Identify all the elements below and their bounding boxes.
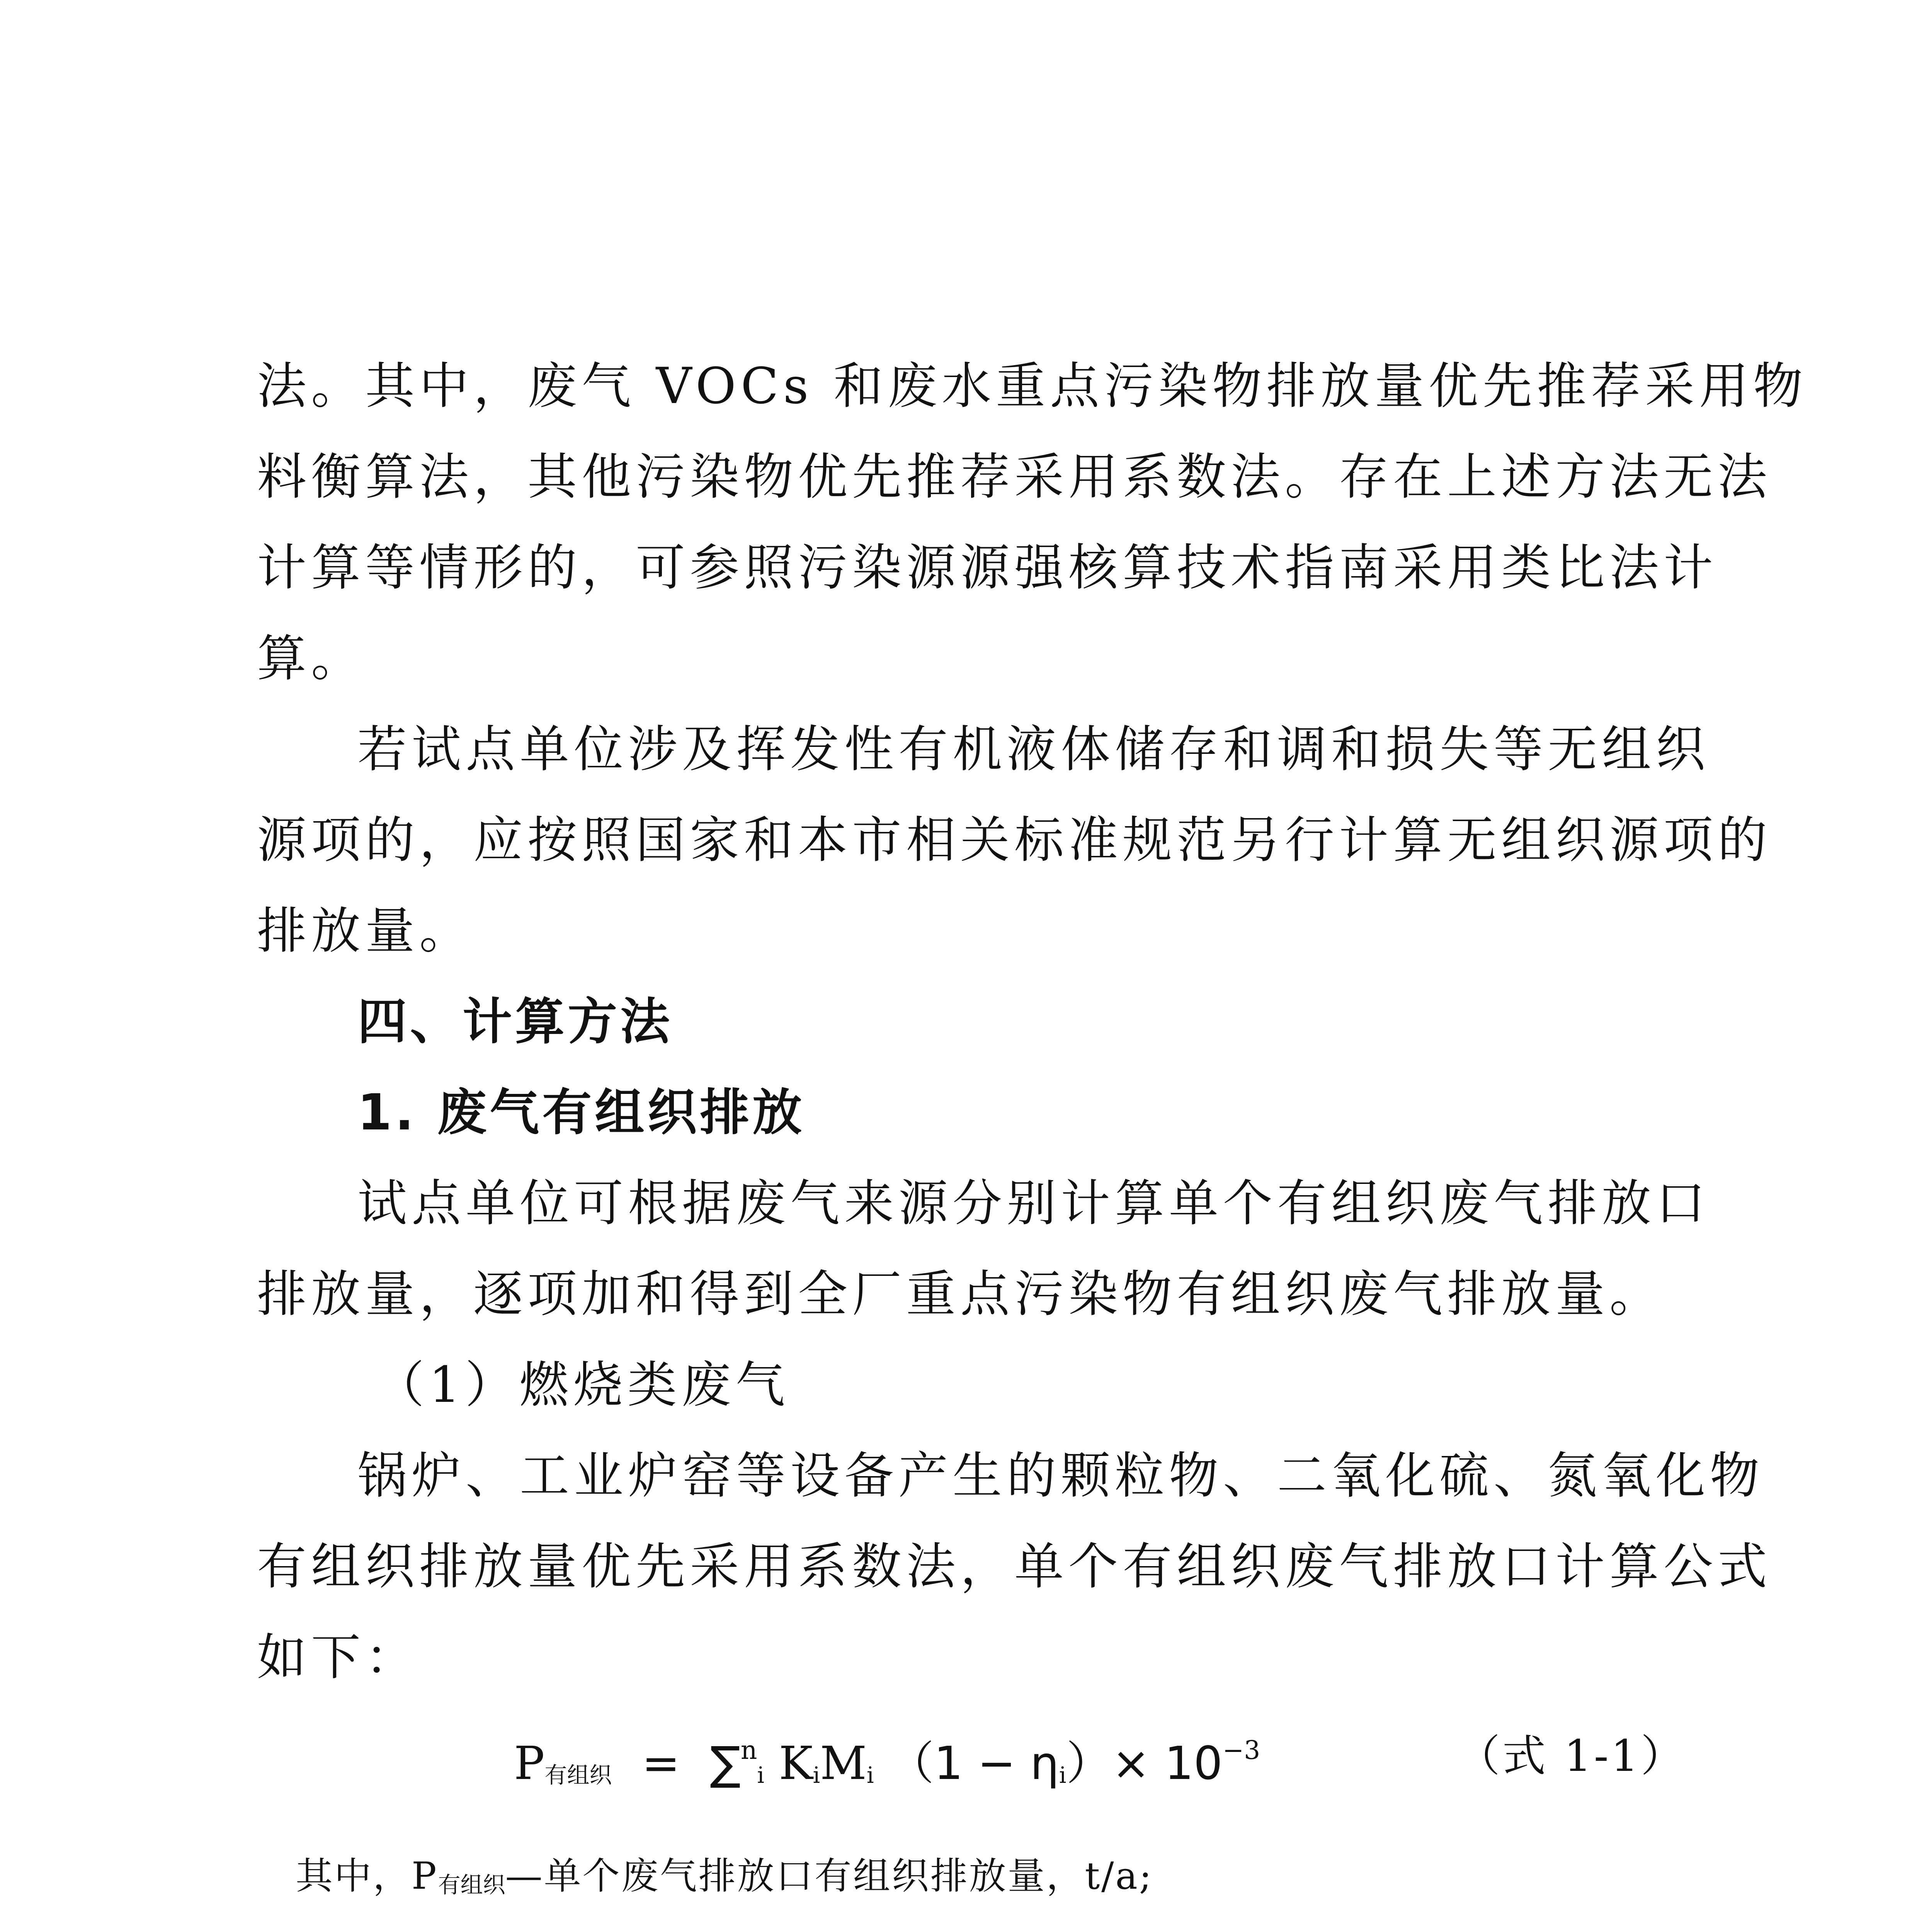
- paragraph-line: 料衡算法，其他污染物优先推荐采用系数法。存在上述方法无法: [257, 448, 1772, 506]
- paragraph-line: 试点单位可根据废气来源分别计算单个有组织废气排放口: [357, 1175, 1710, 1232]
- paragraph-line: 锅炉、工业炉窑等设备产生的颗粒物、二氧化硫、氮氧化物: [357, 1447, 1764, 1505]
- formula-lhs: P: [514, 1736, 545, 1790]
- formula-m: M: [820, 1736, 867, 1790]
- note-p-prefix: 其中，P: [296, 1854, 438, 1898]
- note-p-subscript: 有组织: [438, 1872, 505, 1898]
- formula-equals: =: [641, 1736, 680, 1790]
- note-p-text: —单个废气排放口有组织排放量，t/a;: [505, 1854, 1153, 1898]
- subsection-heading: 1. 废气有组织排放: [357, 1084, 805, 1141]
- formula-k: K: [779, 1736, 813, 1790]
- formula-sum-symbol: ∑: [710, 1736, 741, 1790]
- section-heading: 四、计算方法: [357, 993, 673, 1051]
- formula-m-subscript: i: [866, 1762, 874, 1788]
- paragraph-line: 计算等情形的，可参照污染源源强核算技术指南采用类比法计: [257, 539, 1718, 597]
- formula-k-subscript: i: [813, 1762, 820, 1788]
- paragraph-line: 如下：: [257, 1629, 420, 1686]
- formula-efficiency-open: （1 − η: [888, 1736, 1059, 1790]
- note-p: [296, 1853, 1153, 1908]
- paragraph-line: 源项的，应按照国家和本市相关标准规范另行计算无组织源项的: [257, 811, 1772, 869]
- paragraph-line: 算。: [257, 630, 366, 687]
- formula-sum-upper: n: [740, 1735, 757, 1765]
- paragraph-line: 排放量，逐项加和得到全厂重点污染物有组织废气排放量。: [257, 1265, 1664, 1323]
- paragraph-line: 排放量。: [257, 902, 474, 960]
- formula-label: （式 1-1）: [1457, 1731, 1686, 1781]
- formula-sum-lower: i: [757, 1762, 764, 1788]
- formula: [514, 1716, 1287, 1793]
- formula-exponent: −3: [1222, 1735, 1260, 1765]
- paragraph-line: 法。其中，废气 VOCs 和废水重点污染物排放量优先推荐采用物: [257, 357, 1808, 415]
- paragraph-line: 有组织排放量优先采用系数法，单个有组织废气排放口计算公式: [257, 1538, 1772, 1595]
- formula-factor: ）× 10: [1066, 1736, 1223, 1790]
- formula-lhs-subscript: 有组织: [544, 1762, 612, 1788]
- paragraph-line: 若试点单位涉及挥发性有机液体储存和调和损失等无组织: [357, 721, 1710, 778]
- formula-eta-subscript: i: [1059, 1762, 1067, 1788]
- item-heading: （1）燃烧类废气: [375, 1356, 790, 1414]
